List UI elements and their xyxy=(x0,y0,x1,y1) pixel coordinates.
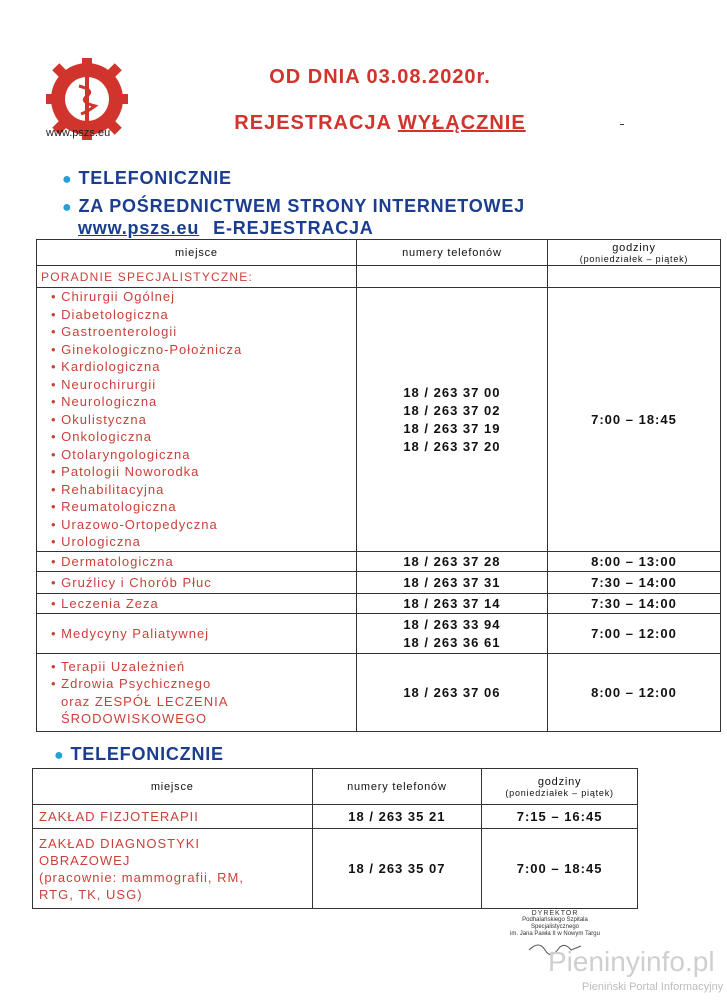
list-item: • Leczenia Zeza xyxy=(51,595,356,613)
place-line: RTG, TK, USG) xyxy=(39,886,143,902)
phone-number: 18 / 263 37 02 xyxy=(403,402,501,418)
list-item: • Chirurgii Ogólnej xyxy=(51,288,356,306)
phone-only-table xyxy=(32,768,638,909)
list-item: • Urazowo-Ortopedyczna xyxy=(51,516,356,534)
place-cell xyxy=(37,614,357,654)
clinic-phones xyxy=(356,288,547,552)
phone-number: 18 / 263 33 94 xyxy=(403,616,501,632)
stamp-line: Podhalańskiego Szpitala Specjalistycznego xyxy=(522,917,588,930)
table-header-row xyxy=(37,240,721,266)
list-item: • Medycyny Paliatywnej xyxy=(51,625,356,643)
table-row xyxy=(33,829,638,909)
col-header-hours-label: godziny xyxy=(537,775,582,788)
hours-cell: 8:00 – 13:00 xyxy=(547,552,720,572)
clinic-hours: 7:00 – 18:45 xyxy=(547,288,720,552)
team-line: ŚRODOWISKOWEGO xyxy=(61,711,208,726)
place-line: OBRAZOWEJ xyxy=(39,852,131,868)
hours-cell: 7:00 – 12:00 xyxy=(547,614,720,654)
bullet-icon: ● xyxy=(54,747,65,764)
header-registration xyxy=(180,112,580,135)
phone-number: 18 / 263 36 61 xyxy=(403,634,501,650)
list-item: • Neurologiczna xyxy=(51,393,356,411)
list-item: • Ginekologiczno-Położnicza xyxy=(51,341,356,359)
watermark-tagline: Pieniński Portal Informacyjny xyxy=(582,981,724,993)
phone-number: 18 / 263 37 31 xyxy=(356,572,547,594)
phone-number: 18 / 263 35 21 xyxy=(312,805,482,829)
phone-number: 18 / 263 37 19 xyxy=(403,420,501,436)
channel-phone-label: TELEFONICZNIE xyxy=(78,168,232,188)
place-cell xyxy=(37,594,357,614)
hours-cell: 7:15 – 16:45 xyxy=(482,805,638,829)
header-date: OD DNIA 03.08.2020r. xyxy=(269,66,491,88)
channel-web-label: ZA POŚREDNICTWEM STRONY INTERNETOWEJ xyxy=(78,196,525,216)
list-item: • Zdrowia Psychicznego xyxy=(51,675,356,693)
section-heading-row xyxy=(37,266,721,288)
table-row xyxy=(37,654,721,732)
list-item: • Terapii Uzależnień xyxy=(51,658,356,676)
place-cell xyxy=(33,829,313,909)
hours-cell: 8:00 – 12:00 xyxy=(547,654,720,732)
col-header-hours xyxy=(547,240,720,266)
bullet-icon: ● xyxy=(62,199,73,216)
list-item: • Rehabilitacyjna xyxy=(51,481,356,499)
place-line: ZAKŁAD DIAGNOSTYKI xyxy=(39,835,201,851)
stamp-line: im. Jana Pawła II w Nowym Targu xyxy=(510,931,600,937)
channel-web-link-row xyxy=(78,218,374,239)
logo-url: www.pszs.eu xyxy=(46,127,111,139)
website-link[interactable]: www.pszs.eu xyxy=(78,218,200,238)
table-row xyxy=(37,572,721,594)
clinics-list xyxy=(37,288,357,552)
e-registration-label: E-REJESTRACJA xyxy=(213,218,374,238)
place-cell: ZAKŁAD FIZJOTERAPII xyxy=(33,805,313,829)
stamp-title: DYREKTOR xyxy=(531,910,579,917)
team-line: oraz ZESPÓŁ LECZENIA xyxy=(61,693,229,709)
header-registration-prefix: REJESTRACJA xyxy=(234,112,398,134)
table-header-row xyxy=(33,769,638,805)
table-row xyxy=(37,552,721,572)
list-item: • Patologii Noworodka xyxy=(51,463,356,481)
registration-table xyxy=(36,239,721,732)
place-cell xyxy=(37,552,357,572)
empty-cell xyxy=(547,266,720,288)
table-row xyxy=(37,594,721,614)
watermark-site: Pieninyinfo.pl xyxy=(548,946,715,977)
phone-number: 18 / 263 37 06 xyxy=(356,654,547,732)
table-row xyxy=(37,614,721,654)
channel-phone xyxy=(62,168,232,189)
list-item: • Diabetologiczna xyxy=(51,306,356,324)
table-row xyxy=(33,805,638,829)
phone-number: 18 / 263 37 14 xyxy=(356,594,547,614)
col-header-phones: numery telefonów xyxy=(356,240,547,266)
hours-cell: 7:30 – 14:00 xyxy=(547,594,720,614)
col-header-hours-label: godziny xyxy=(612,241,656,254)
phone-only-label: TELEFONICZNIE xyxy=(70,744,224,764)
bullet-icon: ● xyxy=(62,171,73,188)
list-item: • Gruźlicy i Chorób Płuc xyxy=(51,574,356,592)
scan-mark xyxy=(620,124,624,125)
place-cell xyxy=(37,654,357,732)
phone-number: 18 / 263 37 00 xyxy=(403,384,501,400)
list-item: • Dermatologiczna xyxy=(51,553,356,571)
phone-only-heading xyxy=(54,744,224,765)
col-header-phones: numery telefonów xyxy=(312,769,482,805)
place-line: (pracownie: mammografii, RM, xyxy=(39,869,244,885)
phone-number: 18 / 263 37 20 xyxy=(403,438,501,454)
phone-number: 18 / 263 35 07 xyxy=(312,829,482,909)
list-item: • Urologiczna xyxy=(51,533,356,551)
phone-cell xyxy=(356,614,547,654)
list-item: • Gastroenterologii xyxy=(51,323,356,341)
phone-number: 18 / 263 37 28 xyxy=(356,552,547,572)
section-heading: PORADNIE SPECJALISTYCZNE: xyxy=(37,266,357,288)
list-item: • Kardiologiczna xyxy=(51,358,356,376)
place-cell xyxy=(37,572,357,594)
hours-cell: 7:30 – 14:00 xyxy=(547,572,720,594)
hours-cell: 7:00 – 18:45 xyxy=(482,829,638,909)
table-row xyxy=(37,288,721,552)
col-header-hours-sub: (poniedziałek – piątek) xyxy=(579,253,689,264)
list-item: • Neurochirurgii xyxy=(51,376,356,394)
channel-web xyxy=(62,196,525,217)
col-header-hours-sub: (poniedziałek – piątek) xyxy=(505,787,614,798)
list-item: • Okulistyczna xyxy=(51,411,356,429)
list-item: • Onkologiczna xyxy=(51,428,356,446)
empty-cell xyxy=(356,266,547,288)
header-registration-exclusive: WYŁĄCZNIE xyxy=(397,112,526,134)
list-item: • Reumatologiczna xyxy=(51,498,356,516)
list-item: • Otolaryngologiczna xyxy=(51,446,356,464)
col-header-place: miejsce xyxy=(37,240,357,266)
col-header-hours xyxy=(482,769,638,805)
col-header-place: miejsce xyxy=(33,769,313,805)
